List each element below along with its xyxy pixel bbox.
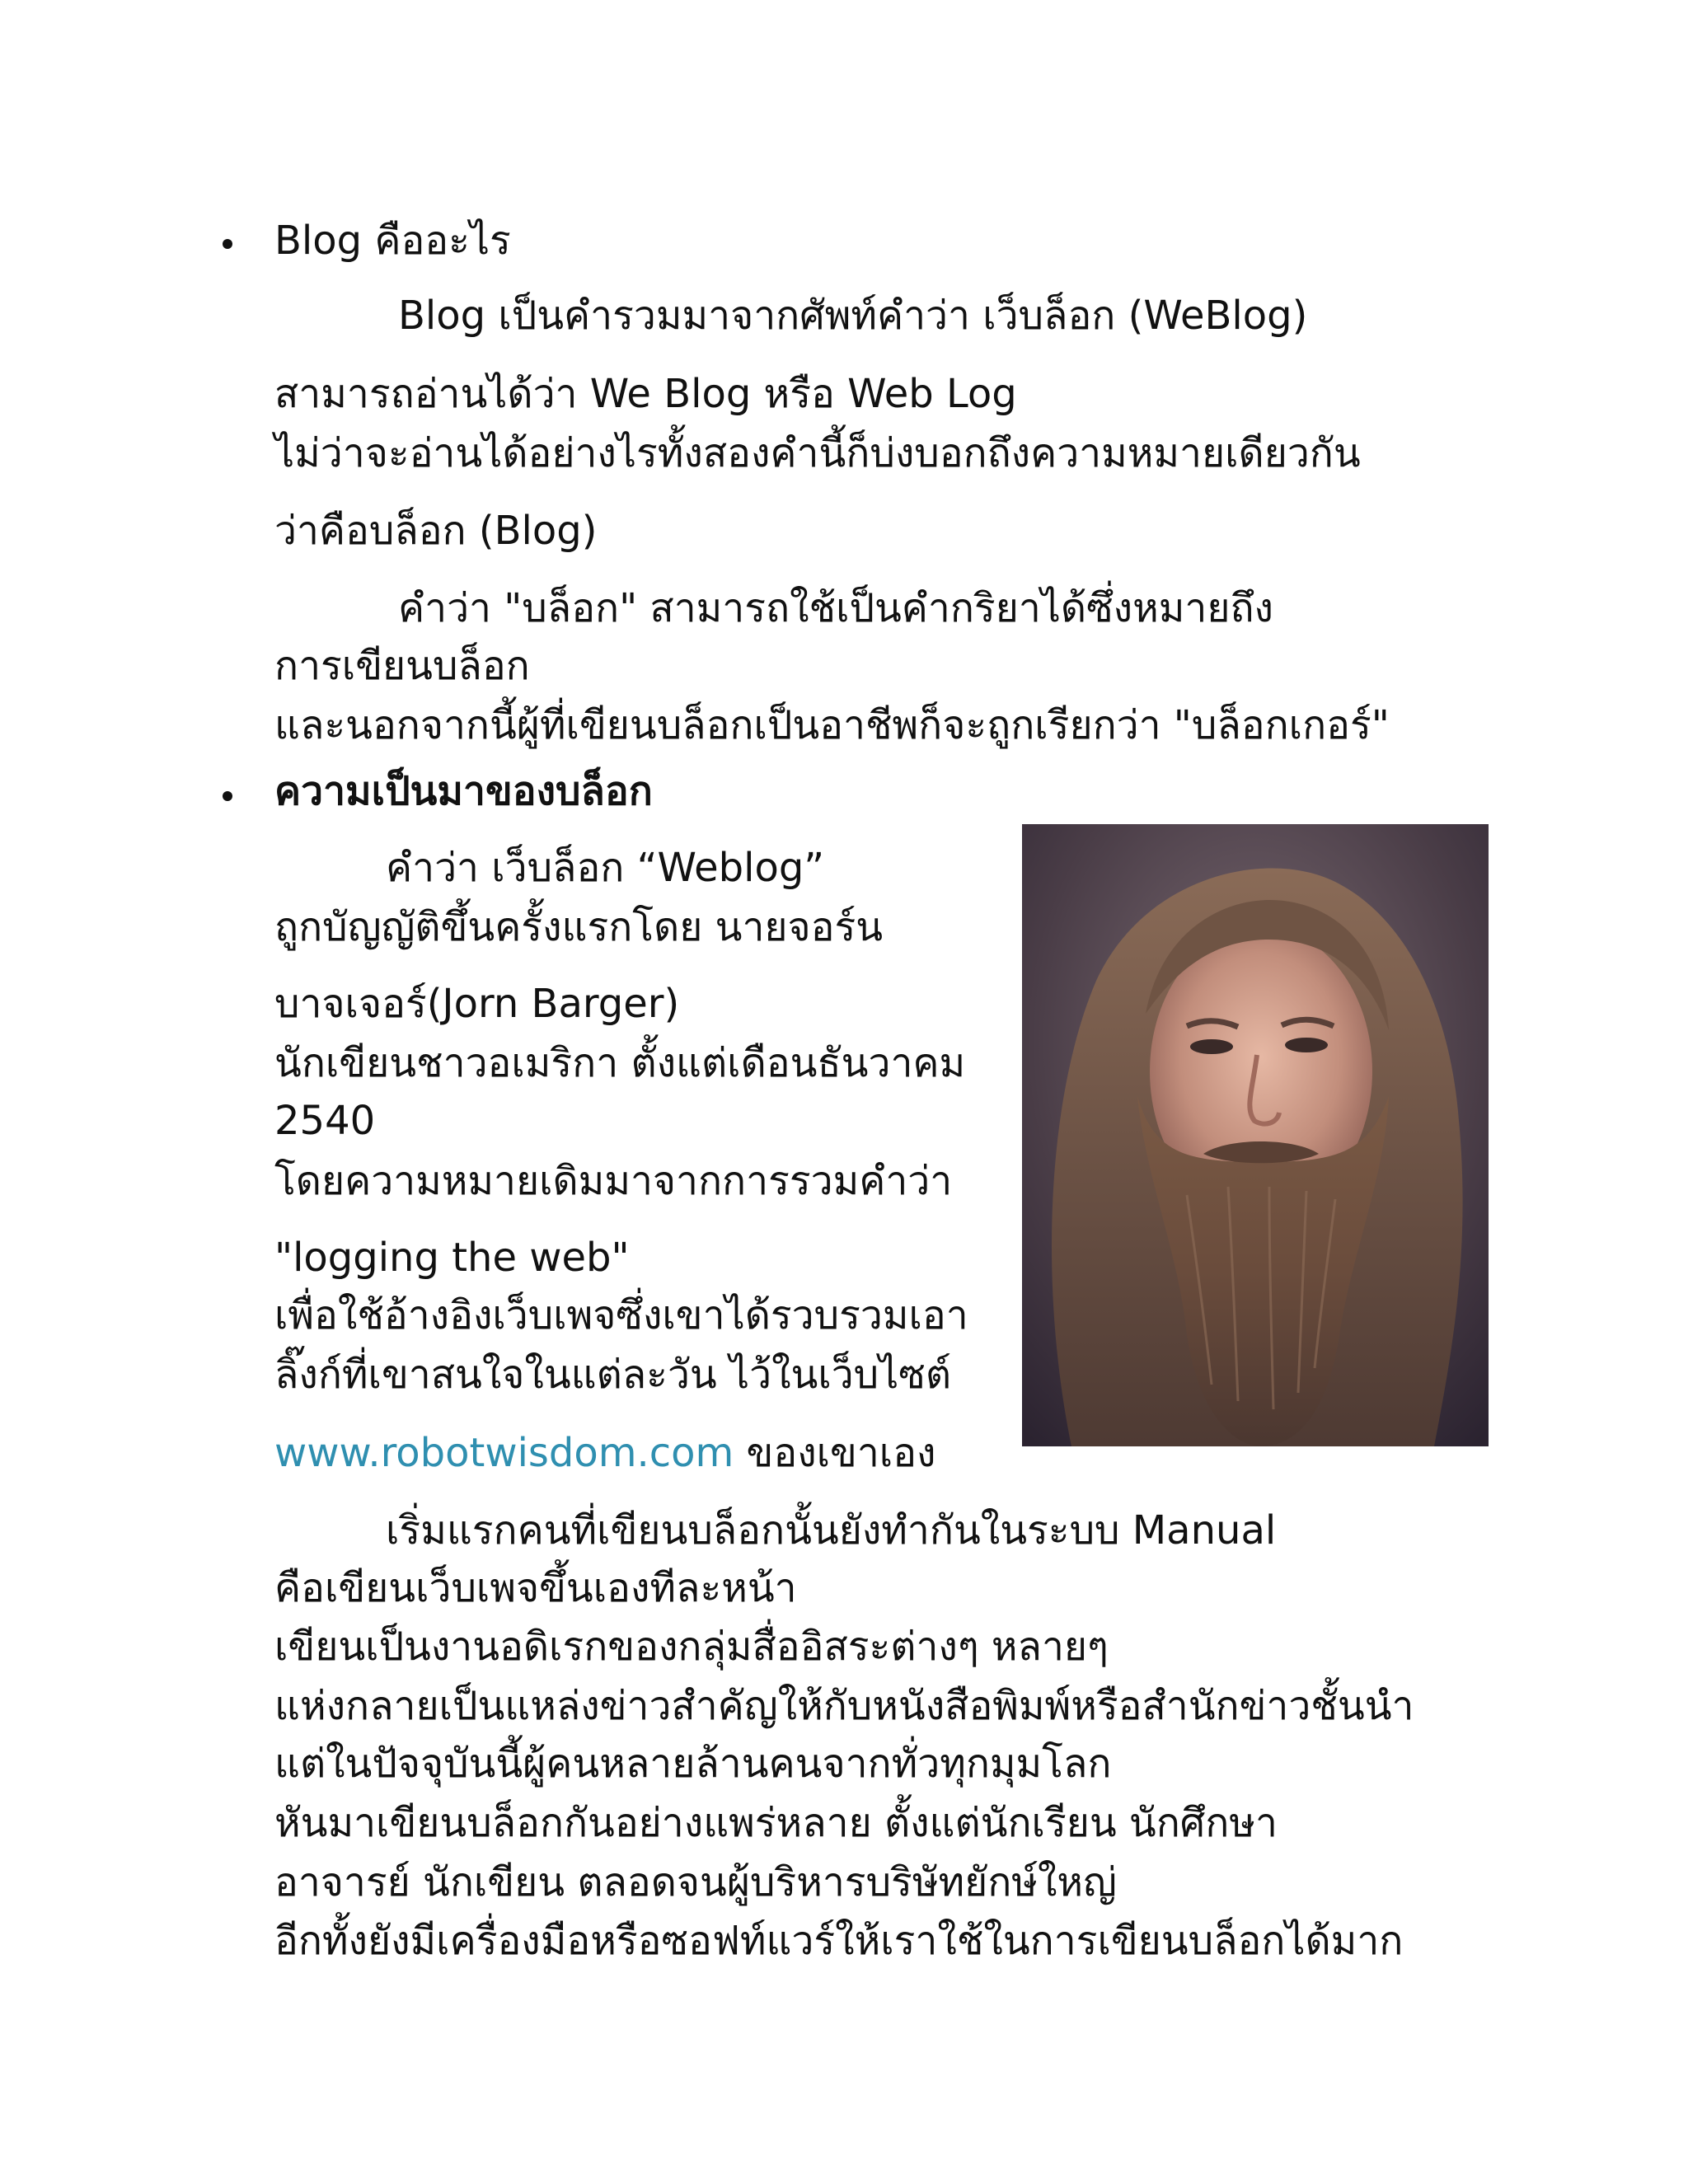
website-link[interactable]: www.robotwisdom.com [274,1430,734,1476]
paragraph-line: การเขียนบล็อก [274,643,530,689]
paragraph-line: แต่ในปัจจุบันนี้ผู้คนหลายล้านคนจากทั่วทุกมุมโลก [274,1741,1112,1787]
paragraph-line: หันมาเขียนบล็อกกันอย่างแพร่หลาย ตั้งแต่นักเรียน นักศึกษา [274,1800,1278,1846]
paragraph-line: ถูกบัญญัติขึ้นครั้งแรกโดย นายจอร์น [274,904,884,950]
paragraph-line: โดยความหมายเดิมมาจากการรวมคำว่า [274,1158,953,1204]
paragraph-line: แห่งกลายเป็นแหล่งข่าวสำคัญให้กับหนังสือพิมพ์หรือสำนักข่าวชั้นนำ [274,1683,1414,1729]
paragraph-line: เพื่อใช้อ้างอิงเว็บเพจซึ่งเขาได้รวบรวมเอา [274,1292,968,1338]
paragraph-line: ลิ๊งก์ที่เขาสนใจในแต่ละวัน ไว้ในเว็บไซต์ [274,1352,952,1398]
paragraph-line: 2540 [274,1098,376,1144]
portrait-photo [1022,824,1489,1446]
paragraph-line: คำว่า "บล็อก" สามารถใช้เป็นคำกริยาได้ซึ่งหมายถึง [398,585,1273,631]
paragraph-line: "logging the web" [274,1235,630,1281]
section-heading: Blog คืออะไร [274,218,511,264]
paragraph-line: Blog เป็นคำรวมมาจากศัพท์คำว่า เว็บล็อก (WeBlog) [398,293,1308,339]
link-line [274,1428,935,1478]
paragraph-line: บาจเจอร์(Jorn Barger) [274,981,680,1027]
paragraph-line: นักเขียนชาวอเมริกา ตั้งแต่เดือนธันวาคม [274,1040,966,1086]
paragraph-line: สามารถอ่านได้ว่า We Blog หรือ Web Log [274,371,1017,417]
paragraph-line: ว่าคือบล็อก (Blog) [274,508,598,554]
paragraph-line: เขียนเป็นงานอดิเรกของกลุ่มสื่ออิสระต่างๆ หลายๆ [274,1624,1109,1670]
paragraph-line: คือเขียนเว็บเพจขึ้นเองทีละหน้า [274,1565,797,1611]
paragraph-line: อีกทั้งยังมีเครื่องมือหรือซอฟท์แวร์ให้เราใช้ในการเขียนบล็อกได้มาก [274,1918,1404,1964]
paragraph-line: เริ่มแรกคนที่เขียนบล็อกนั้นยังทำกันในระบบ Manual [386,1507,1277,1554]
paragraph-line: และนอกจากนี้ผู้ที่เขียนบล็อกเป็นอาชีพก็จะถูกเรียกว่า "บล็อกเกอร์" [274,702,1390,748]
bullet-marker [223,239,232,249]
link-suffix-text: ของเขาเอง [734,1430,936,1476]
section-heading: ความเป็นมาของบล็อก [274,768,653,814]
portrait-illustration [1022,824,1489,1446]
paragraph-line: อาจารย์ นักเขียน ตลอดจนผู้บริหารบริษัทยักษ์ใหญ่ [274,1859,1117,1905]
paragraph-line: คำว่า เว็บล็อก “Weblog” [386,845,825,891]
bullet-marker [223,791,232,801]
paragraph-line: ไม่ว่าจะอ่านได้อย่างไรทั้งสองคำนี้ก็บ่งบอกถึงความหมายเดียวกัน [274,430,1361,476]
